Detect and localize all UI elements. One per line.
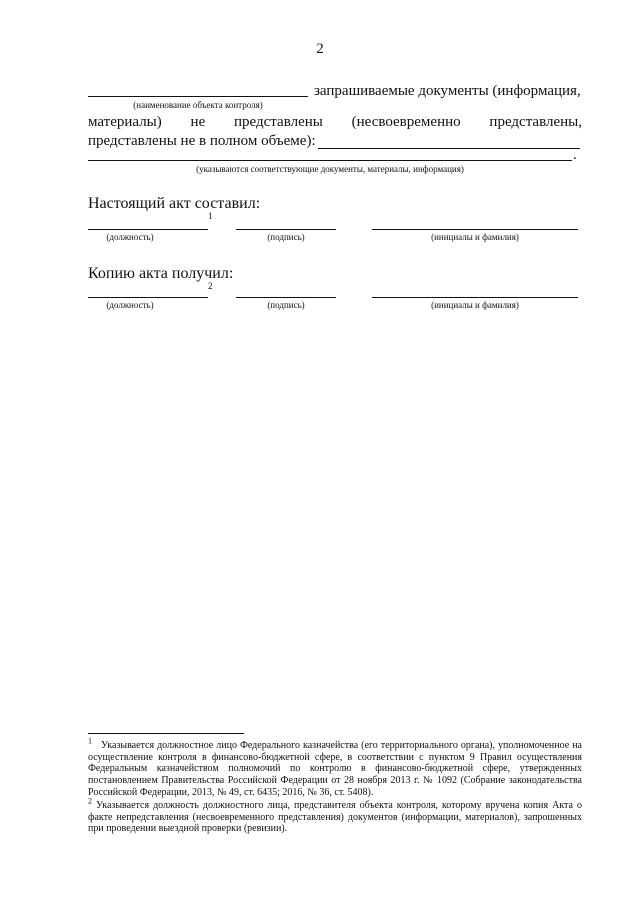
- footnote-ref-1: 1: [208, 211, 213, 221]
- requested-docs-text: запрашиваемые документы (информация,: [314, 83, 581, 99]
- word-provided-2: представлены,: [489, 114, 582, 130]
- page-number: 2: [316, 41, 324, 57]
- docs-list-blank: [88, 160, 572, 161]
- compiled-signature-line: [236, 229, 336, 230]
- received-position-caption: (должность): [106, 300, 154, 310]
- footnote-1-mark: 1: [88, 736, 92, 746]
- requested-docs-line2: [88, 113, 582, 131]
- word-untimely: (несвоевременно: [351, 114, 461, 130]
- footnote-2: [88, 796, 583, 835]
- received-signature-line: [236, 297, 336, 298]
- footnote-1: [88, 736, 582, 799]
- compiled-name-caption: (инициалы и фамилия): [431, 232, 519, 242]
- received-name-line: [372, 297, 578, 298]
- compiled-heading: Настоящий акт составил:: [88, 195, 261, 212]
- received-heading: Копию акта получил:: [88, 265, 234, 282]
- footnote-2-mark: 2: [88, 796, 92, 806]
- received-name-caption: (инициалы и фамилия): [431, 300, 519, 310]
- footnote-1-text: Указывается должностное лицо Федерального казначейства (его территориального органа), уполномоченное на осуществление контроля в финансово-бюджетной сфере, в соответствии с пунктом 9 Правил осуществления Федеральным казначейством полномочий по контролю в финансово-бюджетной сфере, утвержденных постановлением Правительства Российской Федерации от 28 ноября 2013 г. № 1092 (Собрание законодательства Российской Федерации, 2013, № 49, ст. 6435; 2016, № 36, ст. 5408).: [88, 740, 582, 798]
- footnote-2-text: Указывается должность должностного лица, представителя объекта контроля, которому вручена копия Акта о факте непредставления (несвоевременного представления) документов (информации, материалов), запрошенных при проведении выездной проверки (ревизии).: [88, 800, 583, 835]
- object-name-caption: (наименование объекта контроля): [133, 100, 263, 110]
- compiled-signature-caption: (подпись): [267, 232, 305, 242]
- compiled-position-caption: (должность): [106, 232, 154, 242]
- word-provided: представлены: [234, 114, 323, 130]
- docs-list-period: .: [573, 147, 577, 163]
- received-position-line: [88, 297, 208, 298]
- docs-list-caption: (указываются соответствующие документы, материалы, информация): [196, 164, 464, 174]
- word-materials: материалы): [88, 114, 162, 130]
- requested-docs-line3: представлены не в полном объеме):: [88, 133, 316, 149]
- compiled-name-line: [372, 229, 578, 230]
- compiled-position-line: [88, 229, 208, 230]
- incomplete-docs-blank: [318, 148, 580, 149]
- footnote-ref-2: 2: [208, 281, 213, 291]
- footnote-separator: [88, 733, 244, 734]
- word-not: не: [190, 114, 206, 130]
- object-name-blank: [88, 96, 308, 97]
- received-signature-caption: (подпись): [267, 300, 305, 310]
